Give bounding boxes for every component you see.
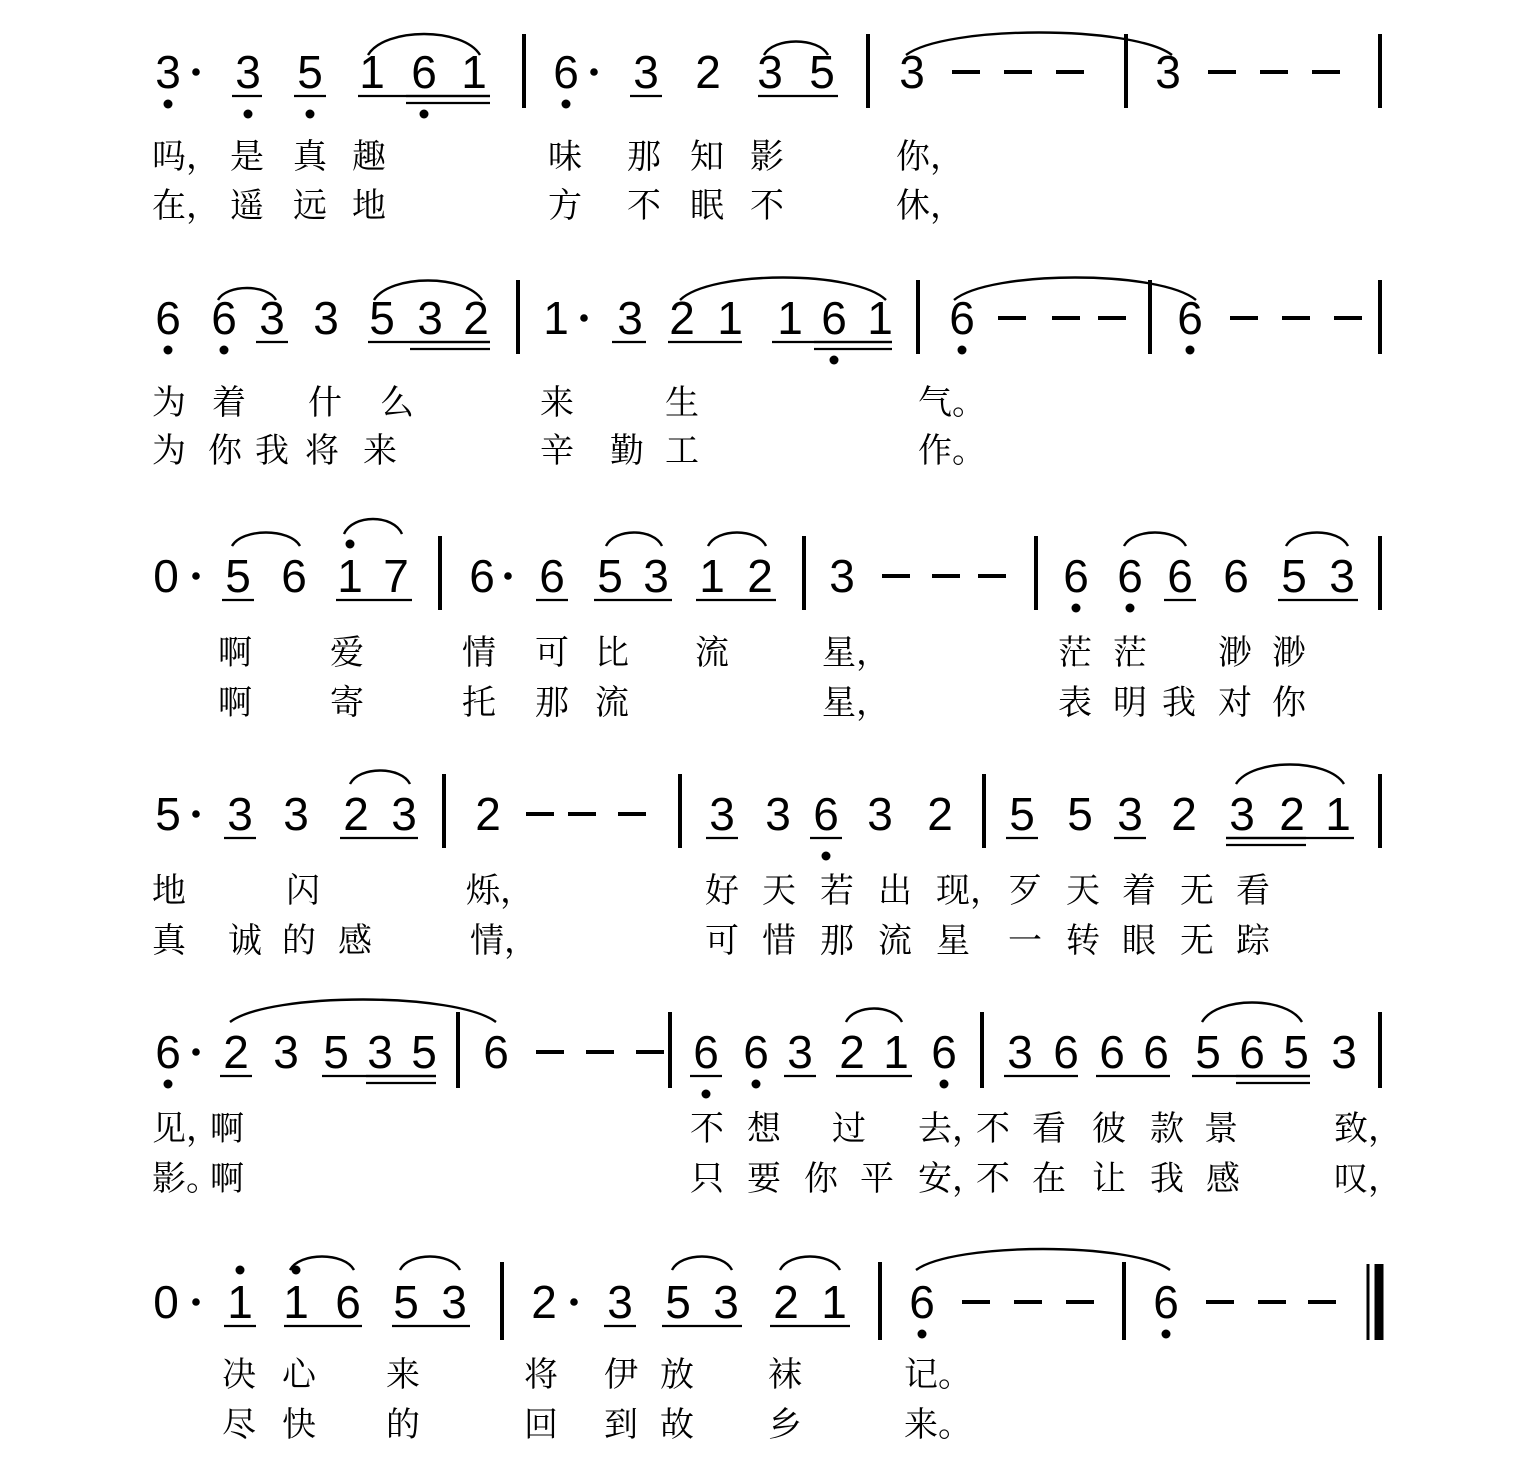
lyric-syllable: 渺: [1272, 633, 1306, 673]
lyric-syllable: 出: [878, 871, 912, 911]
score-system: [153, 1249, 1336, 1445]
note: 3: [283, 788, 309, 840]
note: 5: [1067, 788, 1093, 840]
lyric-syllable: 款: [1150, 1109, 1184, 1149]
note: 3: [1331, 1026, 1357, 1078]
low-octave-dot: [244, 110, 253, 119]
lyric-syllable: 地: [352, 186, 386, 226]
note: 6: [155, 292, 181, 344]
slur: [846, 1009, 902, 1023]
note: 1: [867, 292, 893, 344]
note: 3: [1155, 46, 1181, 98]
note: 6: [949, 292, 975, 344]
lyric-syllable: 无: [1180, 871, 1214, 911]
lyric-syllable: 星: [936, 921, 970, 961]
lyric-syllable: 遥: [230, 186, 264, 226]
note: 6: [1167, 550, 1193, 602]
lyric-syllable: 致，: [1334, 1109, 1402, 1149]
lyric-syllable: 转: [1066, 921, 1100, 961]
low-octave-dot: [1186, 346, 1195, 355]
lyric-syllable: 故: [660, 1405, 694, 1445]
slur: [1202, 1003, 1302, 1023]
augmentation-dot: [192, 68, 200, 76]
lyric-syllable: 比: [595, 633, 629, 673]
note: 1: [883, 1026, 909, 1078]
note: 6: [539, 550, 565, 602]
high-octave-dot: [346, 540, 355, 549]
note: 3: [1007, 1026, 1033, 1078]
low-octave-dot: [1162, 1330, 1171, 1339]
note: 5: [369, 292, 395, 344]
note: 1: [777, 292, 803, 344]
lyric-syllable: 影: [750, 137, 784, 177]
augmentation-dot: [504, 572, 512, 580]
lyric-syllable: 那: [820, 921, 854, 961]
slur: [400, 1257, 460, 1271]
lyric-syllable: 踪: [1236, 921, 1270, 961]
note: 6: [1063, 550, 1089, 602]
lyric-syllable: 现，: [936, 871, 1004, 911]
lyric-syllable: 表: [1058, 683, 1092, 723]
note: 6: [155, 1026, 181, 1078]
lyric-syllable: 在: [1032, 1159, 1066, 1199]
lyric-syllable: 我: [255, 431, 289, 471]
lyric-syllable: 眼: [1122, 921, 1156, 961]
lyric-syllable: 么: [380, 383, 414, 423]
lyric-syllable: 来: [540, 383, 574, 423]
lyric-syllable: 回: [524, 1405, 558, 1445]
low-octave-dot: [752, 1080, 761, 1089]
note: 6: [335, 1276, 361, 1328]
note: 5: [1009, 788, 1035, 840]
lyric-syllable: 只: [690, 1159, 724, 1199]
note: 6: [931, 1026, 957, 1078]
note: 3: [391, 788, 417, 840]
score-system: [152, 765, 1380, 962]
note: 5: [297, 46, 323, 98]
note: 1: [699, 550, 725, 602]
lyric-syllable: 景: [1204, 1109, 1238, 1149]
lyric-syllable: 不: [750, 186, 784, 226]
score-system: [152, 278, 1380, 472]
lyric-syllable: 无: [1180, 921, 1214, 961]
note: 5: [323, 1026, 349, 1078]
note: 1: [717, 292, 743, 344]
note: 6: [483, 1026, 509, 1078]
note: 5: [809, 46, 835, 98]
lyric-syllable: 去，: [918, 1109, 986, 1149]
note: 0: [153, 1276, 179, 1328]
note: 3: [867, 788, 893, 840]
note: 5: [1195, 1026, 1221, 1078]
lyric-syllable: 要: [747, 1159, 781, 1199]
note: 6: [1117, 550, 1143, 602]
lyric-syllable: 平: [860, 1159, 894, 1199]
note: 3: [1329, 550, 1355, 602]
slur: [1286, 533, 1348, 547]
note: 3: [709, 788, 735, 840]
note: 1: [1325, 788, 1351, 840]
lyric-syllable: 的: [282, 921, 316, 961]
lyric-syllable: 那: [535, 683, 569, 723]
lyric-syllable: 歹: [1008, 871, 1042, 911]
lyric-syllable: 为: [152, 431, 186, 471]
augmentation-dot: [192, 810, 200, 818]
low-octave-dot: [702, 1090, 711, 1099]
lyric-syllable: 眠: [690, 186, 724, 226]
note: 2: [669, 292, 695, 344]
lyric-syllable: 方: [548, 186, 582, 226]
low-octave-dot: [958, 346, 967, 355]
low-octave-dot: [822, 852, 831, 861]
score-system: [152, 33, 1380, 227]
lyric-syllable: 叹，: [1334, 1159, 1402, 1199]
note: 3: [417, 292, 443, 344]
lyric-syllable: 渺: [1218, 633, 1252, 673]
lyric-syllable: 见，: [152, 1109, 220, 1149]
lyric-syllable: 你: [804, 1159, 838, 1199]
lyric-syllable: 着: [212, 383, 246, 423]
note: 3: [1229, 788, 1255, 840]
low-octave-dot: [830, 356, 839, 365]
augmentation-dot: [570, 1298, 578, 1306]
lyric-syllable: 真: [152, 921, 186, 961]
note: 3: [1117, 788, 1143, 840]
augmentation-dot: [590, 68, 598, 76]
note: 3: [757, 46, 783, 98]
lyric-syllable: 心: [282, 1355, 316, 1395]
note: 5: [1283, 1026, 1309, 1078]
slur: [780, 1257, 840, 1271]
lyric-syllable: 对: [1218, 683, 1252, 723]
note: 6: [469, 550, 495, 602]
note: 5: [225, 550, 251, 602]
lyric-syllable: 决: [222, 1355, 256, 1395]
note: 2: [343, 788, 369, 840]
note: 5: [393, 1276, 419, 1328]
augmentation-dot: [192, 1048, 200, 1056]
lyric-syllable: 流: [878, 921, 912, 961]
slur: [350, 771, 410, 785]
low-octave-dot: [306, 110, 315, 119]
note: 2: [695, 46, 721, 98]
low-octave-dot: [940, 1080, 949, 1089]
lyric-syllable: 辛: [540, 431, 574, 471]
note: 6: [411, 46, 437, 98]
lyric-syllable: 啊: [210, 1109, 244, 1149]
lyric-syllable: 好: [705, 871, 739, 911]
note: 5: [1281, 550, 1307, 602]
note: 6: [1177, 292, 1203, 344]
slur: [672, 1257, 732, 1271]
note: 3: [787, 1026, 813, 1078]
note: 2: [531, 1276, 557, 1328]
lyric-syllable: 情，: [470, 921, 538, 961]
lyric-syllable: 感: [338, 921, 372, 961]
note: 1: [543, 292, 569, 344]
note: 6: [1143, 1026, 1169, 1078]
note: 3: [235, 46, 261, 98]
note: 2: [927, 788, 953, 840]
augmentation-dot: [192, 1298, 200, 1306]
lyric-syllable: 烁，: [466, 871, 534, 911]
lyric-syllable: 你: [208, 431, 242, 471]
lyric-syllable: 地: [152, 871, 186, 911]
lyric-syllable: 爱: [330, 633, 364, 673]
lyric-syllable: 星，: [822, 683, 890, 723]
lyric-syllable: 可: [705, 921, 739, 961]
lyric-syllable: 在，: [152, 186, 220, 226]
lyric-syllable: 不: [690, 1109, 724, 1149]
lyric-syllable: 生: [665, 383, 699, 423]
lyric-syllable: 啊: [218, 683, 252, 723]
note: 2: [773, 1276, 799, 1328]
lyric-syllable: 我: [1162, 683, 1196, 723]
lyric-syllable: 影。: [152, 1159, 220, 1199]
lyric-syllable: 看: [1032, 1109, 1066, 1149]
note: 3: [227, 788, 253, 840]
lyric-syllable: 托: [462, 683, 496, 723]
lyric-syllable: 想: [747, 1109, 781, 1149]
note: 2: [839, 1026, 865, 1078]
lyric-syllable: 过: [832, 1109, 866, 1149]
low-octave-dot: [420, 110, 429, 119]
low-octave-dot: [562, 100, 571, 109]
note: 6: [821, 292, 847, 344]
lyric-syllable: 来: [386, 1355, 420, 1395]
note: 3: [643, 550, 669, 602]
note: 1: [337, 550, 363, 602]
lyric-syllable: 着: [1122, 871, 1156, 911]
lyric-syllable: 袜: [768, 1355, 802, 1395]
high-octave-dot: [236, 1266, 245, 1275]
lyric-syllable: 感: [1206, 1159, 1240, 1199]
note: 5: [597, 550, 623, 602]
lyric-syllable: 彼: [1092, 1109, 1126, 1149]
low-octave-dot: [220, 346, 229, 355]
lyric-syllable: 真: [293, 137, 327, 177]
note: 2: [1171, 788, 1197, 840]
lyric-syllable: 茫: [1058, 633, 1092, 673]
lyric-syllable: 伊: [604, 1355, 638, 1395]
note: 5: [411, 1026, 437, 1078]
lyric-syllable: 工: [665, 431, 699, 471]
lyric-syllable: 流: [595, 683, 629, 723]
lyric-syllable: 是: [230, 137, 264, 177]
lyric-syllable: 乡: [768, 1405, 802, 1445]
lyric-syllable: 那: [627, 137, 661, 177]
augmentation-dot: [192, 572, 200, 580]
note: 1: [821, 1276, 847, 1328]
lyric-syllable: 的: [386, 1405, 420, 1445]
note: 6: [1099, 1026, 1125, 1078]
slur: [344, 519, 402, 534]
note: 6: [1153, 1276, 1179, 1328]
low-octave-dot: [164, 100, 173, 109]
note: 3: [607, 1276, 633, 1328]
lyric-syllable: 什: [308, 383, 342, 423]
note: 0: [153, 550, 179, 602]
lyric-syllable: 我: [1150, 1159, 1184, 1199]
note: 6: [813, 788, 839, 840]
lyric-syllable: 趣: [352, 137, 386, 177]
lyric-syllable: 到: [604, 1405, 638, 1445]
note: 2: [1279, 788, 1305, 840]
note: 6: [693, 1026, 719, 1078]
lyric-syllable: 将: [305, 431, 339, 471]
low-octave-dot: [164, 1080, 173, 1089]
slur: [232, 533, 300, 547]
lyric-syllable: 你，: [896, 137, 964, 177]
lyric-syllable: 来。: [904, 1405, 972, 1445]
lyric-syllable: 看: [1236, 871, 1270, 911]
lyric-syllable: 情: [462, 633, 496, 673]
lyric-syllable: 勤: [610, 431, 644, 471]
note: 2: [475, 788, 501, 840]
lyric-syllable: 惜: [762, 921, 796, 961]
note: 6: [1053, 1026, 1079, 1078]
lyric-syllable: 来: [363, 431, 397, 471]
note: 6: [743, 1026, 769, 1078]
note: 5: [155, 788, 181, 840]
note: 2: [747, 550, 773, 602]
note: 1: [359, 46, 385, 98]
augmentation-dot: [580, 314, 588, 322]
lyric-syllable: 不: [627, 186, 661, 226]
note: 3: [259, 292, 285, 344]
lyric-syllable: 流: [695, 633, 729, 673]
lyric-syllable: 让: [1092, 1159, 1126, 1199]
lyric-syllable: 吗，: [152, 137, 220, 177]
note: 3: [713, 1276, 739, 1328]
note: 3: [367, 1026, 393, 1078]
lyric-syllable: 天: [1066, 871, 1100, 911]
lyric-syllable: 啊: [218, 633, 252, 673]
lyric-syllable: 作。: [918, 431, 986, 471]
note: 5: [665, 1276, 691, 1328]
slur: [606, 533, 662, 547]
lyric-syllable: 可: [535, 633, 569, 673]
lyric-syllable: 放: [660, 1355, 694, 1395]
low-octave-dot: [1126, 604, 1135, 613]
lyric-syllable: 寄: [330, 683, 364, 723]
lyric-syllable: 茫: [1113, 633, 1147, 673]
low-octave-dot: [918, 1330, 927, 1339]
lyric-syllable: 诚: [228, 921, 262, 961]
score-system: [152, 1000, 1402, 1200]
note: 3: [155, 46, 181, 98]
low-octave-dot: [1072, 604, 1081, 613]
note: 6: [1223, 550, 1249, 602]
score-system: [153, 519, 1380, 723]
lyric-syllable: 远: [293, 186, 327, 226]
note: 3: [273, 1026, 299, 1078]
note: 3: [633, 46, 659, 98]
note: 7: [383, 550, 409, 602]
slur: [1236, 765, 1344, 785]
note: 3: [765, 788, 791, 840]
lyric-syllable: 天: [762, 871, 796, 911]
lyric-syllable: 将: [524, 1355, 558, 1395]
slur: [1124, 533, 1186, 547]
note: 6: [909, 1276, 935, 1328]
note: 6: [1239, 1026, 1265, 1078]
lyric-syllable: 啊: [210, 1159, 244, 1199]
slur: [906, 33, 1172, 56]
lyric-syllable: 为: [152, 383, 186, 423]
low-octave-dot: [164, 346, 173, 355]
lyric-syllable: 不: [976, 1109, 1010, 1149]
note: 6: [211, 292, 237, 344]
note: 6: [281, 550, 307, 602]
note: 1: [227, 1276, 253, 1328]
slur: [708, 533, 766, 547]
note: 2: [463, 292, 489, 344]
lyric-syllable: 尽: [222, 1405, 256, 1445]
lyric-syllable: 一: [1008, 921, 1042, 961]
note: 3: [313, 292, 339, 344]
lyric-syllable: 你: [1272, 683, 1306, 723]
lyric-syllable: 不: [976, 1159, 1010, 1199]
lyric-syllable: 星，: [822, 633, 890, 673]
lyric-syllable: 休，: [896, 186, 964, 226]
note: 2: [223, 1026, 249, 1078]
lyric-syllable: 记。: [904, 1355, 972, 1395]
note: 1: [283, 1276, 309, 1328]
lyric-syllable: 味: [548, 137, 582, 177]
note: 3: [829, 550, 855, 602]
note: 3: [617, 292, 643, 344]
lyric-syllable: 闪: [286, 871, 320, 911]
lyric-syllable: 若: [820, 871, 854, 911]
note: 3: [441, 1276, 467, 1328]
lyric-syllable: 明: [1113, 683, 1147, 723]
lyric-syllable: 气。: [918, 383, 986, 423]
note: 1: [461, 46, 487, 98]
slur: [916, 1249, 1170, 1270]
note: 3: [899, 46, 925, 98]
note: 6: [553, 46, 579, 98]
lyric-syllable: 安，: [918, 1159, 986, 1199]
lyric-syllable: 知: [690, 137, 724, 177]
slur: [954, 278, 1196, 301]
lyric-syllable: 快: [282, 1405, 316, 1445]
